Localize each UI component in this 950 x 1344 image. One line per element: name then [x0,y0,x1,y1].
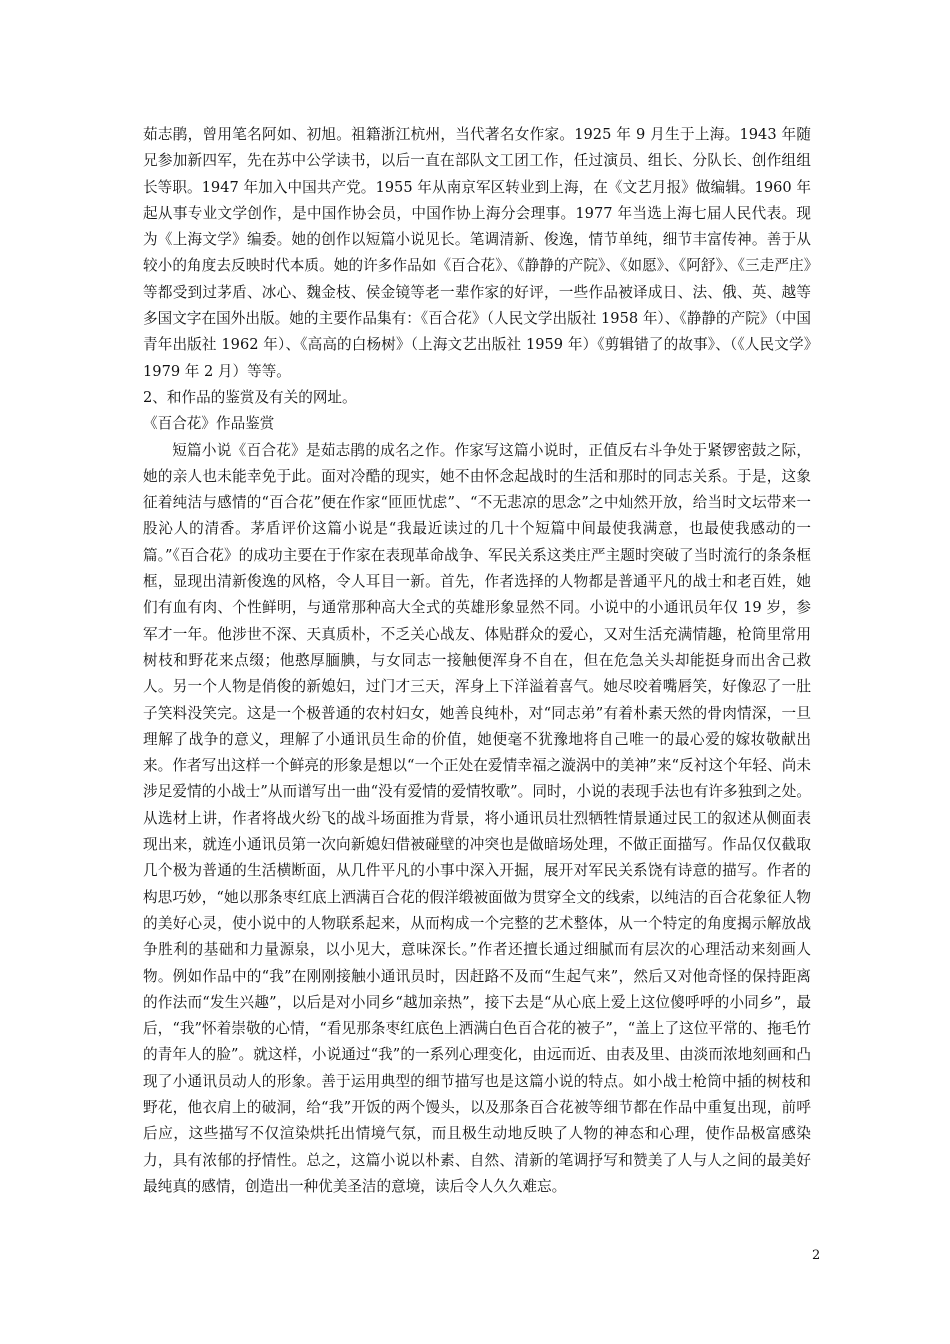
author-bio-paragraph: 茹志鹃，曾用笔名阿如、初旭。祖籍浙江杭州，当代著名女作家。1925 年 9 月生于上海。1943 年随兄参加新四军，先在苏中公学读书，以后一直在部队文工团工作，任过演员、组长、分队长、创作组组长等职。1947 年加入中国共产党。1955 年从南京军区转业到上海，在《文艺月报》做编辑。1960 年起从事专业文学创作，是中国作协会员，中国作协上海分会理事。1977 年当选上海七届人民代表。现为《上海文学》编委。她的创作以短篇小说见长。笔调清新、俊逸，情节单纯，细节丰富传神。善于从较小的角度去反映时代本质。她的许多作品如《百合花》、《静静的产院》、《如愿》、《阿舒》、《三走严庄》等都受到过茅盾、冰心、魏金枝、侯金镜等老一辈作家的好评，一些作品被译成日、法、俄、英、越等多国文字在国外出版。她的主要作品集有：《百合花》（人民文学出版社 1958 年）、《静静的产院》（中国青年出版社 1962 年）、《高高的白杨树》（上海文艺出版社 1959 年）《剪辑错了的故事》、（《人民文学》1979 年 2 月）等等。 [143,126,811,380]
appreciation-paragraph: 短篇小说《百合花》是茹志鹃的成名之作。作家写这篇小说时，正值反右斗争处于紧锣密鼓之际，她的亲人也未能幸免于此。面对冷酷的现实，她不由怀念起战时的生活和那时的同志关系。于是，这象征着纯洁与感情的“百合花”便在作家“匝匝忧虑”、“不无悲凉的思念”之中灿然开放，给当时文坛带来一股沁人的清香。茅盾评价这篇小说是“我最近读过的几十个短篇中间最使我满意，也最使我感动的一篇。”《百合花》的成功主要在于作家在表现革命战争、军民关系这类庄严主题时突破了当时流行的条条框框，显现出清新俊逸的风格，令人耳目一新。首先，作者选择的人物都是普通平凡的战士和老百姓，她们有血有肉、个性鲜明，与通常那种高大全式的英雄形象显然不同。小说中的小通讯员年仅 19 岁，参军才一年。他涉世不深、天真质朴，不乏关心战友、体贴群众的爱心，又对生活充满情趣，枪筒里常用树枝和野花来点缀；他憨厚腼腆，与女同志一接触便浑身不自在，但在危急关头却能挺身而出舍己救人。另一个人物是俏俊的新媳妇，过门才三天，浑身上下洋溢着喜气。她尽咬着嘴唇笑，好像忍了一肚子笑料没笑完。这是一个极普通的农村妇女，她善良纯朴，对“同志弟”有着朴素天然的骨肉情深，一旦理解了战争的意义，理解了小通讯员生命的价值，她便毫不犹豫地将自己唯一的最心爱的嫁妆敬献出来。作者写出这样一个鲜亮的形象是想以“一个正处在爱情幸福之漩涡中的美神”来“反衬这个年轻、尚未涉足爱情的小战士”从而谱写出一曲“没有爱情的爱情牧歌”。同时，小说的表现手法也有许多独到之处。从选材上讲，作者将战火纷飞的战斗场面推为背景，将小通讯员壮烈牺牲情景通过民工的叙述从侧面表现出来，就连小通讯员第一次向新媳妇借被碰壁的冲突也是做暗场处理，不做正面描写。作品仅仅截取几个极为普通的生活横断面，从几件平凡的小事中深入开掘，展开对军民关系饶有诗意的描写。作者的构思巧妙，“她以那条枣红底上洒满百合花的假洋缎被面做为贯穿全文的线索，以纯洁的百合花象征人物的美好心灵，使小说中的人物联系起来，从而构成一个完整的艺术整体，从一个特定的角度揭示解放战争胜利的基础和力量源泉，以小见大，意味深长。”作者还擅长通过细腻而有层次的心理活动来刻画人物。例如作品中的“我”在刚刚接触小通讯员时，因赶路不及而“生起气来”，然后又对他奇怪的保持距离的作法而“发生兴趣”，以后是对小同乡“越加亲热”，接下去是“从心底上爱上这位傻呼呼的小同乡”，最后，“我”怀着崇敬的心情，“看见那条枣红底色上洒满白色百合花的被子”，“盖上了这位平常的、拖毛竹的青年人的脸”。就这样，小说通过“我”的一系列心理变化，由远而近、由表及里、由淡而浓地刻画和凸现了小通讯员动人的形象。善于运用典型的细节描写也是这篇小说的特点。如小战士枪筒中插的树枝和野花，他衣肩上的破洞，给“我”开饭的两个馒头，以及那条百合花被等细节都在作品中重复出现，前呼后应，这些描写不仅渲染烘托出情境气氛，而且极生动地反映了人物的神态和心理，使作品极富感染力，具有浓郁的抒情性。总之，这篇小说以朴素、自然、清新的笔调抒写和赞美了人与人之间的最美好最纯真的感情，创造出一种优美圣洁的意境，读后令人久久难忘。 [143,441,811,1195]
section-heading: 2、和作品的鉴赏及有关的网址。 [143,388,357,406]
appreciation-subtitle: 《百合花》作品鉴赏 [143,415,275,433]
page-number: 2 [812,1248,821,1263]
document-body [143,122,811,1200]
